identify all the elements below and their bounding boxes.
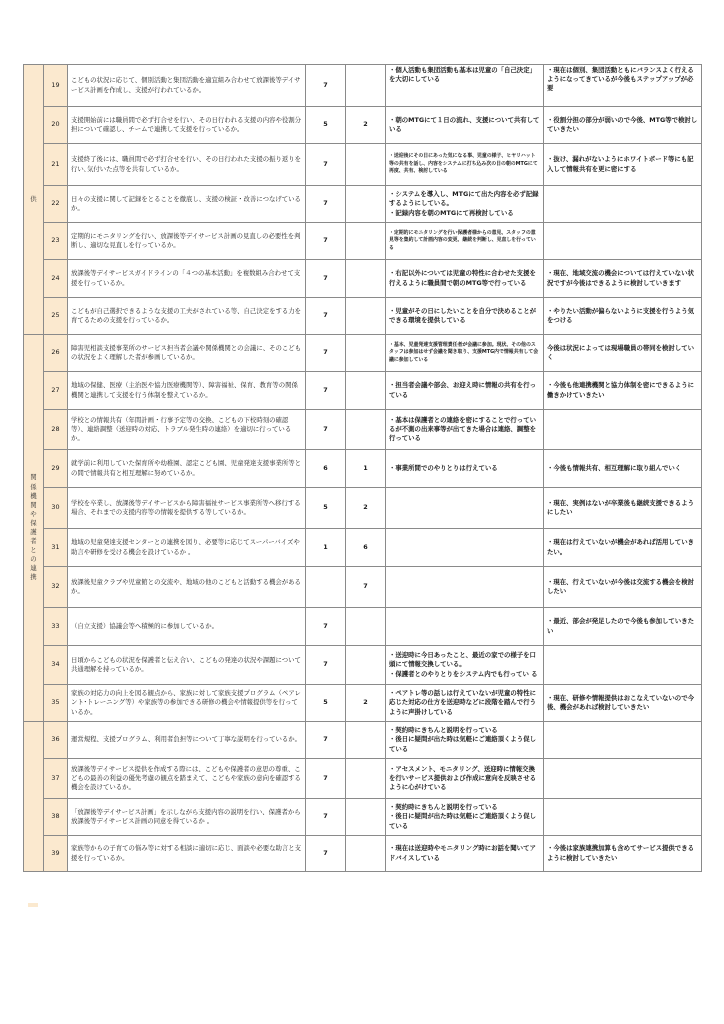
no-count-value: 2: [363, 120, 368, 129]
table-row: [24, 223, 702, 260]
improvement-line: ・現在、実例はないが卒業後も継続支援できるようにしたい: [547, 498, 694, 516]
item-description: 就学前に利用していた保育所や幼稚園、認定こども園、児童発達支援事業所等との間で情報共有と相互理解に努めているか。: [71, 459, 302, 477]
item-text: [68, 144, 306, 186]
table-row: [24, 335, 702, 372]
improvement-cell: [544, 450, 702, 488]
item-number: [44, 298, 68, 335]
item-text: [68, 646, 306, 685]
reason-line: ・現在は送迎時やモニタリング時にお話を聞いてアドバイスしている: [389, 844, 536, 862]
item-description: こどもが自己選択できるような支援の工夫がされている等、自己決定をする力を育てるための支援を行っているか。: [71, 306, 302, 324]
reason-cell: [386, 144, 544, 186]
item-text: [68, 529, 306, 567]
item-number-text: 39: [51, 848, 60, 857]
item-number-text: 22: [51, 199, 60, 208]
item-number-text: 29: [51, 463, 60, 472]
reason-line: ・送迎時に今日あったこと、最近の家での様子を口頭にて情報交換している。: [389, 651, 536, 669]
reason-line: ・事業所間でのやりとりは行えている: [389, 463, 498, 472]
reason-cell: [386, 567, 544, 608]
yes-count: [306, 759, 346, 799]
reason-line: ・ペアトレ等の話しは行えていないが児童の特性に応じた対応の仕方を送迎時などに段階を踏んで行うように声掛けしている: [389, 689, 536, 716]
item-number-text: 32: [51, 582, 60, 591]
item-number: [44, 759, 68, 799]
item-number-text: 30: [51, 503, 60, 512]
yes-count-value: 7: [323, 735, 328, 744]
yes-count: [306, 372, 346, 410]
improvement-cell: [544, 65, 702, 107]
improvement-cell: [544, 529, 702, 567]
reason-line: ・記録内容を朝のMTGにて再検討している: [389, 208, 514, 217]
item-number: [44, 529, 68, 567]
improvement-cell: [544, 186, 702, 223]
item-description: 地域の保健、医療（主治医や協力医療機関等）、障害福祉、保育、教育等の関係機関と連携して支援を行う体制を整えているか。: [71, 381, 298, 399]
no-count: [346, 488, 386, 529]
improvement-cell: [544, 335, 702, 372]
reason-line: ・定期的にモニタリングを行い保護者様からの意見、スタッフの意見等を集約して計画内容の変更、継続を判断し、見直しを行っている: [389, 229, 536, 251]
item-number: [44, 186, 68, 223]
yes-count-value: 7: [323, 236, 328, 245]
table-row: [24, 107, 702, 144]
yes-count: [306, 836, 346, 872]
improvement-line: ・今後も他連携機関と協力体制を密にできるように働きかけていきたい: [547, 381, 694, 399]
reason-cell: [386, 372, 544, 410]
improvement-cell: [544, 298, 702, 335]
yes-count-value: 7: [323, 621, 328, 630]
no-count-value: 6: [363, 542, 368, 551]
reason-cell: [386, 410, 544, 450]
item-text: [68, 685, 306, 722]
item-description: 日々の支援に関して記録をとることを徹底し、支援の検証・改善につなげているか。: [71, 194, 301, 212]
no-count: [346, 450, 386, 488]
item-number-text: 31: [51, 542, 60, 551]
no-count: [346, 836, 386, 872]
yes-count: [306, 450, 346, 488]
no-count: [346, 372, 386, 410]
reason-cell: [386, 186, 544, 223]
item-number: [44, 685, 68, 722]
item-number-text: 38: [51, 812, 60, 821]
item-number-text: 35: [51, 698, 60, 707]
improvement-cell: [544, 567, 702, 608]
item-text: [68, 298, 306, 335]
no-count: [346, 107, 386, 144]
no-count: [346, 144, 386, 186]
table-row: [24, 646, 702, 685]
reason-cell: [386, 488, 544, 529]
item-number: [44, 410, 68, 450]
item-text: [68, 567, 306, 608]
reason-cell: [386, 759, 544, 799]
yes-count-value: 7: [323, 199, 328, 208]
section-label-text: 供: [30, 194, 37, 203]
reason-cell: [386, 836, 544, 872]
yes-count-value: 5: [323, 120, 328, 129]
no-count: [346, 298, 386, 335]
item-description: 家族の対応力の向上を図る観点から、家族に対して家族支援プログラム（ペアレント･トレーニング等）や家族等の参加できる研修の機会や情報提供等を行っているか。: [71, 689, 301, 716]
item-number: [44, 223, 68, 260]
reason-cell: [386, 450, 544, 488]
no-count-value: 7: [363, 582, 368, 591]
reason-cell: [386, 107, 544, 144]
table-row: [24, 186, 702, 223]
reason-cell: [386, 608, 544, 646]
item-text: [68, 410, 306, 450]
reason-line: ・送迎後にその日にあった気になる事、児童の様子、ヒヤリハット等の共有を話し、内容をシステムに打ち込み次の日の朝のMTGにて再度、共有、検討している: [389, 153, 538, 175]
item-text: [68, 488, 306, 529]
no-count-value: 2: [363, 503, 368, 512]
improvement-cell: [544, 223, 702, 260]
table-row: [24, 488, 702, 529]
yes-count-value: 7: [323, 812, 328, 821]
item-description: 放課後児童クラブや児童館との交流や、地域の他のこどもと活動する機会があるか。: [71, 577, 301, 595]
no-count: [346, 65, 386, 107]
no-count-value: 2: [363, 698, 368, 707]
table-row: [24, 759, 702, 799]
reason-line: ・基本は保護者との連絡を密にすることで行っているが不測の出来事等が出てきた場合は連絡、調整を行っている: [389, 415, 536, 443]
yes-count-value: 7: [323, 773, 328, 782]
reason-cell: [386, 298, 544, 335]
reason-line: ・児童がその日にしたいことを自分で決めることができる環境を提供している: [389, 306, 536, 324]
item-text: [68, 65, 306, 107]
table-row: [24, 144, 702, 186]
improvement-line: ・やりたい活動が偏らないように支援を行うよう気をつける: [547, 306, 694, 324]
reason-line: ・右記以外については児童の特性に合わせた支援を行えるように職員間で朝のMTG等で行っている: [389, 269, 536, 287]
reason-line: ・アセスメント、モニタリング、送迎時に情報交換を行いサービス提供および作成に意向を反映させるように心がけている: [389, 764, 536, 792]
yes-count-value: 7: [323, 660, 328, 669]
reason-line: ・システムを導入し、MTGにて出た内容を必ず記録するようにしている。: [389, 190, 539, 208]
no-count: [346, 608, 386, 646]
section-label: [24, 722, 44, 872]
improvement-line: ・今後は家族連携加算も含めてサービス提供できるように検討していきたい: [547, 844, 694, 862]
section-label: [24, 65, 44, 335]
table-row: [24, 410, 702, 450]
item-description: 障害児相談支援事業所のサービス担当者会議や関係機関との会議に、そのこどもの状況をよく理解した者が参画しているか。: [71, 343, 302, 361]
item-text: [68, 260, 306, 298]
improvement-cell: [544, 410, 702, 450]
yes-count: [306, 144, 346, 186]
no-count: [346, 186, 386, 223]
yes-count-value: 7: [323, 80, 328, 89]
reason-cell: [386, 260, 544, 298]
item-description: 日頃からこどもの状況を保護者と伝え合い、こどもの発達の状況や課題について共通理解を持っているか。: [71, 655, 301, 673]
reason-line: ・基本、児童発達支援管理責任者が会議に参加。現状、その他のスタッフは参加はせず会議を聞き取り、支援MTG内で情報共有して会議に参加している: [389, 341, 539, 363]
yes-count: [306, 223, 346, 260]
item-number-text: 33: [51, 621, 60, 630]
yes-count-value: 7: [323, 385, 328, 394]
item-number: [44, 335, 68, 372]
yes-count: [306, 335, 346, 372]
item-number: [44, 260, 68, 298]
no-count: [346, 223, 386, 260]
item-text: [68, 836, 306, 872]
item-text: [68, 722, 306, 759]
reason-line: ・担当者会議や部会、お迎え時に情報の共有を行っている: [389, 381, 536, 399]
table-row: [24, 260, 702, 298]
improvement-cell: [544, 685, 702, 722]
improvement-line: 今後は状況によっては現場職員の帯同を検討していく: [547, 343, 694, 361]
item-number: [44, 608, 68, 646]
improvement-cell: [544, 372, 702, 410]
table-row: [24, 722, 702, 759]
improvement-line: ・現在、研修や情報提供はおこなえていないので今後、機会があれば検討していきたい: [547, 693, 694, 711]
table-row: [24, 685, 702, 722]
improvement-cell: [544, 799, 702, 836]
yes-count: [306, 685, 346, 722]
item-number: [44, 646, 68, 685]
improvement-line: ・役割分担の部分が弱いので今後、MTG等で検討していきたい: [547, 115, 698, 133]
item-text: [68, 335, 306, 372]
no-count: [346, 759, 386, 799]
item-number: [44, 107, 68, 144]
table-row: [24, 608, 702, 646]
item-number: [44, 836, 68, 872]
improvement-cell: [544, 759, 702, 799]
item-description: 家族等からの子育ての悩み等に対する相談に適切に応じ、面談や必要な助言と支援を行っているか。: [71, 844, 302, 862]
item-text: [68, 223, 306, 260]
item-number: [44, 799, 68, 836]
item-description: こどもの状況に応じて、個別活動と集団活動を適宜組み合わせて放課後等デイサービス計画を作成し、支援が行われているか。: [71, 76, 301, 94]
item-description: 「放課後等デイサービス計画」を示しながら支援内容の説明を行い、保護者から放課後等デイサービス計画の同意を得ているか 。: [71, 807, 301, 825]
item-number-text: 37: [51, 773, 60, 782]
reason-cell: [386, 335, 544, 372]
yes-count: [306, 186, 346, 223]
item-number-text: 26: [51, 348, 60, 357]
yes-count: [306, 298, 346, 335]
reason-cell: [386, 685, 544, 722]
section-label: [24, 335, 44, 722]
yes-count-value: 5: [323, 503, 328, 512]
improvement-line: ・今後も情報共有、相互理解に取り組んでいく: [547, 463, 682, 472]
reason-cell: [386, 799, 544, 836]
no-count: [346, 646, 386, 685]
no-count: [346, 410, 386, 450]
yes-count-value: 7: [323, 348, 328, 357]
improvement-cell: [544, 836, 702, 872]
item-number-text: 23: [51, 236, 60, 245]
yes-count: [306, 488, 346, 529]
table-row: [24, 799, 702, 836]
section-label-text: 関係機関や保護者との連携: [30, 473, 37, 582]
item-description: 支援開始前には職員間で必ず打合せを行い、その日行われる支援の内容や役割分担について確認し、チームで連携して支援を行っているか。: [71, 115, 302, 133]
no-count: [346, 685, 386, 722]
yes-count: [306, 107, 346, 144]
yes-count-value: 7: [323, 273, 328, 282]
yes-count-value: 1: [323, 542, 328, 551]
item-description: 地域の児童発達支援センターとの連携を図り、必要等に応じてスーパーバイズや助言や研修を受ける機会を設けているか 。: [71, 538, 300, 556]
item-text: [68, 799, 306, 836]
yes-count: [306, 799, 346, 836]
item-number-text: 28: [51, 424, 60, 433]
improvement-line: ・現在、地域交流の機会については行えていない状況ですが今後はできるように検討していきます: [547, 269, 694, 287]
item-number-text: 34: [51, 660, 60, 669]
yes-count: [306, 608, 346, 646]
reason-line: ・契約時にきちんと説明を行っている: [389, 726, 498, 735]
yes-count: [306, 410, 346, 450]
table-row: [24, 298, 702, 335]
improvement-cell: [544, 722, 702, 759]
table-row: [24, 836, 702, 872]
improvement-cell: [544, 144, 702, 186]
self-evaluation-table: [23, 64, 702, 872]
yes-count-value: 7: [323, 424, 328, 433]
item-text: [68, 186, 306, 223]
section-marker: [28, 903, 38, 907]
yes-count: [306, 65, 346, 107]
item-description: 定期的にモニタリングを行い、放課後等デイサービス計画の見直しの必要性を判断し、適切な見直しを行っているか。: [71, 231, 301, 249]
no-count: [346, 529, 386, 567]
item-number-text: 24: [51, 273, 60, 282]
reason-cell: [386, 529, 544, 567]
reason-line: ・朝のMTGにて１日の流れ、支援について共有している: [389, 115, 540, 133]
item-description: 運営規程、支援プログラム、利用者負担等について丁寧な説明を行っているか。: [71, 735, 302, 744]
reason-line: ・保護者とのやりとりをシステム内でも行ってい る: [389, 669, 538, 678]
improvement-cell: [544, 608, 702, 646]
table-row: [24, 567, 702, 608]
improvement-cell: [544, 107, 702, 144]
improvement-cell: [544, 260, 702, 298]
item-number: [44, 372, 68, 410]
reason-line: ・契約時にきちんと説明を行っている: [389, 803, 498, 812]
improvement-cell: [544, 646, 702, 685]
item-description: 放課後等デイサービスガイドラインの「４つの基本活動」を複数組み合わせて支援を行っているか。: [71, 269, 301, 287]
improvement-line: ・抜け、漏れがないようにホワイトボード等にも記入して情報共有を更に密にする: [547, 155, 694, 173]
item-text: [68, 759, 306, 799]
yes-count-value: 7: [323, 848, 328, 857]
no-count: [346, 567, 386, 608]
item-text: [68, 450, 306, 488]
table-row: [24, 529, 702, 567]
item-description: 放課後等デイサービス提供を作成する際には、こどもや保護者の意思の尊重、こどもの最善の利益の優先考慮の観点を踏まえて、こどもや家族の意向を確認する機会を設けているか。: [71, 764, 301, 792]
improvement-cell: [544, 488, 702, 529]
item-text: [68, 608, 306, 646]
item-text: [68, 107, 306, 144]
item-number-text: 25: [51, 311, 60, 320]
yes-count: [306, 260, 346, 298]
yes-count-value: 7: [323, 159, 328, 168]
item-number: [44, 450, 68, 488]
item-number: [44, 567, 68, 608]
item-description: 学校との情報共有（年間計画・行事予定等の交換、こどもの下校時刻の確認等）、連絡調整（送迎時の対応、トラブル発生時の連絡）を適切に行っているか。: [71, 415, 292, 443]
table-row: [24, 450, 702, 488]
yes-count-value: 6: [323, 463, 328, 472]
no-count: [346, 799, 386, 836]
item-number: [44, 65, 68, 107]
reason-line: ・後日に疑問が出た時は気軽にご連絡頂くよう促している: [389, 735, 536, 753]
item-description: 支援終了後には、職員間で必ず打合せを行い、その日行われた支援の振り返りを行い､気付いた点等を共有しているか。: [71, 155, 302, 173]
improvement-line: ・現在は行えていないが機会があれば活用していきたい。: [547, 538, 694, 556]
reason-line: ・個人活動も集団活動も基本は児童の「自己決定」を大切にしている: [389, 66, 536, 84]
yes-count: [306, 529, 346, 567]
improvement-line: ・現在、行えていないが今後は交流する機会を検討したい: [547, 577, 694, 595]
item-number-text: 27: [51, 385, 60, 394]
no-count: [346, 722, 386, 759]
table-row: [24, 372, 702, 410]
item-number: [44, 488, 68, 529]
reason-cell: [386, 223, 544, 260]
yes-count: [306, 567, 346, 608]
item-text: [68, 372, 306, 410]
reason-cell: [386, 722, 544, 759]
reason-cell: [386, 646, 544, 685]
yes-count-value: 5: [323, 698, 328, 707]
reason-cell: [386, 65, 544, 107]
item-number-text: 19: [51, 80, 60, 89]
improvement-line: ・最近、部会が発足したので今後も参加していきたい: [547, 617, 694, 635]
no-count: [346, 335, 386, 372]
reason-line: ・後日に疑問が出た時は気軽にご連絡頂くよう促している: [389, 812, 536, 830]
item-number: [44, 144, 68, 186]
item-number: [44, 722, 68, 759]
no-count: [346, 260, 386, 298]
item-number-text: 21: [51, 159, 60, 168]
item-description: （自立支援）協議会等へ積極的に参加しているか。: [71, 621, 218, 630]
no-count-value: 1: [363, 463, 368, 472]
item-number-text: 20: [51, 120, 60, 129]
item-description: 学校を卒業し、放課後等デイサービスから障害福祉サービス事業所等へ移行する場合、それまでの支援内容等の情報を提供する等しているか。: [71, 498, 301, 516]
table-row: [24, 65, 702, 107]
yes-count: [306, 722, 346, 759]
yes-count: [306, 646, 346, 685]
improvement-line: ・現在は個別、集団活動ともにバランスよく行えるようになってきているが今後もステップアップが必要: [547, 66, 694, 93]
yes-count-value: 7: [323, 311, 328, 320]
item-number-text: 36: [51, 735, 60, 744]
